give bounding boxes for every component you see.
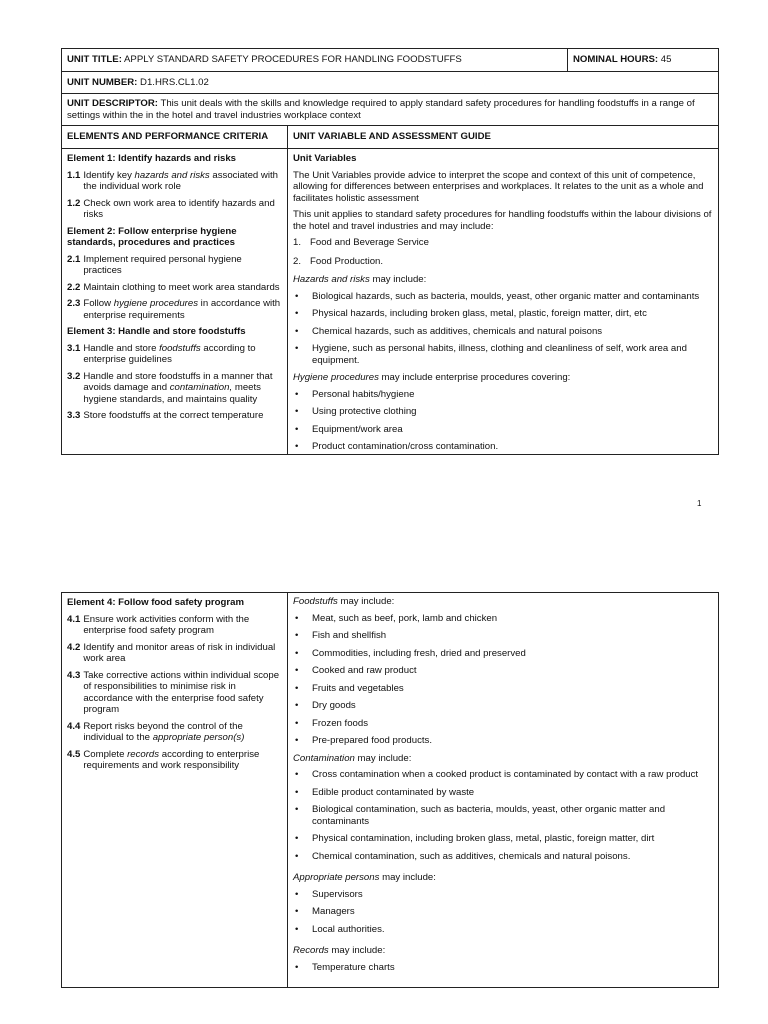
bullet-text: Supervisors bbox=[312, 888, 363, 900]
bullet-item bbox=[293, 804, 713, 827]
criterion-text-post: according to enterprise guidelines bbox=[83, 342, 256, 365]
bullet-icon: • bbox=[295, 423, 299, 435]
bullet-icon: • bbox=[295, 612, 299, 624]
bullet-icon: • bbox=[295, 717, 299, 729]
contamination-heading bbox=[293, 753, 713, 765]
numbered-item bbox=[293, 237, 713, 249]
bullet-item bbox=[293, 851, 713, 863]
bullet-text: Pre-prepared food products. bbox=[312, 735, 432, 746]
bullet-text: Frozen foods bbox=[312, 717, 368, 729]
bullet-item bbox=[293, 962, 713, 974]
criterion-2-2 bbox=[67, 282, 282, 294]
foodstuffs-heading bbox=[293, 596, 713, 608]
criterion-4-4 bbox=[67, 721, 282, 744]
bullet-item bbox=[293, 924, 713, 936]
nominal-hours: 45 bbox=[660, 54, 672, 65]
numbered-item bbox=[293, 256, 713, 268]
page-1-body bbox=[62, 149, 718, 454]
numbered-item-number: 2. bbox=[293, 255, 302, 267]
bullet-icon: • bbox=[295, 441, 299, 452]
unit-descriptor: This unit deals with the skills and knowledge required to apply standard safety procedures for handling foodstuffs in a range of settings within the in the hotel and travel industries workplace context bbox=[67, 98, 695, 121]
persons-list bbox=[293, 889, 713, 936]
criterion-text-pre: Complete bbox=[83, 748, 128, 760]
nominal-hours-cell bbox=[568, 49, 718, 71]
criterion-text-pre: Report risks beyond the control of the individual to the bbox=[83, 720, 243, 743]
bullet-icon: • bbox=[295, 665, 299, 676]
criterion-text-em: contamination, bbox=[169, 382, 233, 393]
criterion-text: Maintain clothing to meet work area standards bbox=[83, 281, 280, 293]
criterion-4-1 bbox=[67, 614, 282, 637]
criterion-text: Take corrective actions within individual scope of responsibilities to minimise risk in accordance with the enterprise food safety program bbox=[83, 669, 280, 715]
records-list bbox=[293, 962, 713, 974]
hazards-heading-rest: may include: bbox=[369, 274, 427, 285]
hygiene-heading bbox=[293, 372, 713, 384]
element-2-heading: Element 2: Follow enterprise hygiene standards, procedures and practices bbox=[67, 225, 237, 248]
bullet-item bbox=[293, 683, 713, 695]
hazards-list bbox=[293, 291, 713, 367]
criterion-3-2 bbox=[67, 371, 282, 406]
criterion-text-post: meets hygiene standards, and maintains quality bbox=[83, 382, 261, 405]
bullet-item bbox=[293, 613, 713, 625]
criterion-text-pre: Follow bbox=[83, 298, 114, 309]
unit-title-label: UNIT TITLE: bbox=[67, 54, 122, 65]
criterion-text-em: appropriate person(s) bbox=[152, 732, 245, 743]
criterion-text bbox=[83, 298, 282, 321]
bullet-text: Temperature charts bbox=[312, 961, 395, 973]
bullet-item bbox=[293, 718, 713, 730]
criterion-number: 3.2 bbox=[67, 370, 81, 382]
unit-descriptor-row bbox=[62, 94, 718, 126]
persons-heading-rest: may include: bbox=[379, 872, 436, 883]
criterion-1-1 bbox=[67, 170, 282, 193]
col-header-variables: UNIT VARIABLE AND ASSESSMENT GUIDE bbox=[293, 131, 491, 142]
bullet-item bbox=[293, 648, 713, 660]
bullet-icon: • bbox=[295, 786, 299, 798]
bullet-text: Physical contamination, including broken glass, metal, plastic, foreign matter, dirt bbox=[312, 833, 655, 844]
criterion-4-3 bbox=[67, 670, 282, 716]
criterion-text-pre: Handle and store bbox=[83, 342, 160, 354]
numbered-item-number: 1. bbox=[293, 237, 302, 248]
bullet-icon: • bbox=[295, 406, 299, 417]
unit-title-row bbox=[62, 49, 718, 72]
bullet-icon: • bbox=[295, 647, 299, 659]
hazards-heading bbox=[293, 274, 713, 286]
criterion-2-1 bbox=[67, 254, 282, 277]
criterion-3-1 bbox=[67, 343, 282, 366]
variables-column bbox=[288, 149, 718, 454]
column-header-row bbox=[62, 126, 718, 149]
bullet-item bbox=[293, 700, 713, 712]
bullet-icon: • bbox=[295, 923, 299, 935]
criterion-text bbox=[83, 721, 282, 744]
criterion-number: 2.1 bbox=[67, 253, 81, 265]
criterion-number: 4.2 bbox=[67, 641, 81, 653]
bullet-icon: • bbox=[295, 325, 299, 337]
bullet-text: Equipment/work area bbox=[312, 423, 403, 435]
bullet-text: Commodities, including fresh, dried and preserved bbox=[312, 647, 526, 659]
criterion-text-em: records bbox=[127, 748, 160, 760]
criterion-text-em: hygiene procedures bbox=[113, 298, 199, 309]
hygiene-heading-em: Hygiene procedures bbox=[293, 372, 379, 383]
criterion-number: 4.5 bbox=[67, 748, 81, 760]
bullet-icon: • bbox=[295, 906, 299, 917]
bullet-item bbox=[293, 787, 713, 799]
bullet-item bbox=[293, 326, 713, 338]
criterion-text-post: according to enterprise requirements and work responsibility bbox=[83, 748, 260, 771]
criterion-number: 1.2 bbox=[67, 197, 81, 209]
page-number: 1 bbox=[697, 499, 702, 508]
nominal-hours-label: NOMINAL HOURS: bbox=[573, 54, 659, 65]
bullet-text: Managers bbox=[312, 906, 355, 917]
unit-descriptor-cell bbox=[62, 94, 718, 125]
hygiene-list bbox=[293, 389, 713, 453]
bullet-icon: • bbox=[295, 290, 299, 302]
bullet-text: Dry goods bbox=[312, 700, 356, 711]
records-heading-rest: may include: bbox=[328, 945, 386, 956]
bullet-text: Fish and shellfish bbox=[312, 630, 387, 641]
criterion-text bbox=[83, 343, 282, 366]
contamination-heading-em: Contamination bbox=[293, 752, 355, 764]
bullet-item bbox=[293, 406, 713, 418]
bullet-item bbox=[293, 441, 713, 453]
criterion-number: 2.3 bbox=[67, 298, 81, 309]
foodstuffs-list bbox=[293, 613, 713, 747]
foodstuffs-heading-rest: may include: bbox=[337, 596, 395, 607]
bullet-text: Physical hazards, including broken glass, metal, plastic, foreign matter, dirt, etc bbox=[312, 308, 647, 319]
page-2-table bbox=[61, 592, 719, 988]
criterion-text: Implement required personal hygiene practices bbox=[83, 253, 242, 276]
criterion-text: Store foodstuffs at the correct temperature bbox=[83, 410, 264, 421]
records-heading-em: Records bbox=[293, 945, 329, 956]
bullet-icon: • bbox=[295, 308, 299, 319]
criterion-4-2 bbox=[67, 642, 282, 665]
bullet-icon: • bbox=[295, 961, 299, 973]
contamination-list bbox=[293, 769, 713, 862]
unit-variables-scope: This unit applies to standard safety procedures for handling foodstuffs within the labour divisions of the hotel and travel industries and may include: bbox=[293, 209, 712, 232]
bullet-item bbox=[293, 906, 713, 918]
bullet-text: Biological hazards, such as bacteria, moulds, yeast, other organic matter and contaminants bbox=[312, 290, 700, 302]
bullet-item bbox=[293, 735, 713, 747]
numbered-item-text: Food and Beverage Service bbox=[310, 237, 429, 248]
criterion-number: 3.3 bbox=[67, 410, 81, 421]
bullet-text: Chemical hazards, such as additives, chemicals and natural poisons bbox=[312, 325, 603, 337]
bullet-text: Local authorities. bbox=[312, 923, 385, 935]
unit-number-row bbox=[62, 72, 718, 94]
criterion-text-pre: Handle and store foodstuffs in a manner that avoids damage and bbox=[83, 370, 273, 393]
bullet-item bbox=[293, 308, 713, 320]
bullet-item bbox=[293, 769, 713, 781]
page-1-table bbox=[61, 48, 719, 455]
numbered-item-text: Food Production. bbox=[310, 255, 384, 267]
criterion-text-em: hazards and risks bbox=[134, 169, 210, 181]
criterion-text-post: in accordance with enterprise requirements bbox=[83, 298, 281, 321]
bullet-item bbox=[293, 424, 713, 436]
bullet-item bbox=[293, 665, 713, 677]
unit-variables-intro: The Unit Variables provide advice to interpret the scope and context of this unit of competence, allowing for differences between enterprises and workplaces. It relates to the unit as a whole and facilitates holistic assessment bbox=[293, 169, 704, 204]
bullet-icon: • bbox=[295, 888, 299, 900]
criterion-4-5 bbox=[67, 749, 282, 772]
persons-heading bbox=[293, 872, 713, 884]
bullet-icon: • bbox=[295, 735, 299, 746]
elements-column bbox=[62, 593, 288, 987]
bullet-icon: • bbox=[295, 343, 299, 354]
bullet-item bbox=[293, 889, 713, 901]
records-heading bbox=[293, 945, 713, 957]
bullet-item bbox=[293, 343, 713, 366]
criterion-2-3 bbox=[67, 298, 282, 321]
unit-number-cell bbox=[62, 72, 214, 93]
unit-number-label: UNIT NUMBER: bbox=[67, 77, 138, 88]
criterion-text-post: associated with the individual work role bbox=[83, 169, 278, 192]
bullet-text: Fruits and vegetables bbox=[312, 682, 404, 694]
bullet-icon: • bbox=[295, 682, 299, 694]
criterion-number: 4.3 bbox=[67, 669, 81, 681]
page-2-body bbox=[62, 593, 718, 987]
bullet-text: Biological contamination, such as bacteria, moulds, yeast, other organic matter and contaminants bbox=[312, 804, 666, 827]
unit-title: APPLY STANDARD SAFETY PROCEDURES FOR HANDLING FOODSTUFFS bbox=[124, 54, 462, 65]
bullet-text: Cooked and raw product bbox=[312, 665, 417, 676]
foodstuffs-heading-em: Foodstuffs bbox=[293, 596, 338, 607]
criterion-text-pre: Identify key bbox=[83, 169, 135, 181]
criterion-text bbox=[83, 371, 282, 406]
bullet-text: Personal habits/hygiene bbox=[312, 388, 415, 400]
element-3-heading: Element 3: Handle and store foodstuffs bbox=[67, 326, 246, 337]
bullet-text: Product contamination/cross contamination. bbox=[312, 441, 499, 452]
col-header-elements: ELEMENTS AND PERFORMANCE CRITERIA bbox=[62, 126, 288, 148]
criterion-text bbox=[83, 170, 282, 193]
criterion-1-2 bbox=[67, 198, 282, 221]
bullet-icon: • bbox=[295, 700, 299, 711]
bullet-icon: • bbox=[295, 388, 299, 400]
criterion-text: Check own work area to identify hazards and risks bbox=[83, 197, 275, 220]
unit-descriptor-label: UNIT DESCRIPTOR: bbox=[67, 98, 158, 109]
bullet-text: Edible product contaminated by waste bbox=[312, 786, 475, 798]
criterion-text-em: foodstuffs bbox=[159, 342, 201, 354]
element-1-heading: Element 1: Identify hazards and risks bbox=[67, 153, 237, 164]
bullet-text: Cross contamination when a cooked product is contaminated by contact with a raw product bbox=[312, 769, 699, 780]
element-4-heading: Element 4: Follow food safety program bbox=[67, 597, 244, 608]
bullet-item bbox=[293, 389, 713, 401]
unit-number: D1.HRS.CL1.02 bbox=[140, 77, 209, 88]
bullet-text: Meat, such as beef, pork, lamb and chicken bbox=[312, 612, 498, 624]
bullet-item bbox=[293, 833, 713, 845]
elements-column bbox=[62, 149, 288, 454]
persons-heading-em: Appropriate persons bbox=[293, 872, 380, 883]
criterion-number: 3.1 bbox=[67, 342, 81, 354]
criterion-number: 2.2 bbox=[67, 281, 81, 293]
bullet-text: Chemical contamination, such as additives, chemicals and natural poisons. bbox=[312, 850, 631, 862]
bullet-icon: • bbox=[295, 804, 299, 815]
unit-title-cell bbox=[62, 49, 568, 71]
bullet-icon: • bbox=[295, 769, 299, 780]
hygiene-heading-rest: may include enterprise procedures covering: bbox=[378, 372, 571, 383]
criterion-3-3 bbox=[67, 410, 282, 422]
bullet-icon: • bbox=[295, 850, 299, 862]
bullet-item bbox=[293, 630, 713, 642]
criterion-number: 1.1 bbox=[67, 169, 81, 181]
variables-column bbox=[288, 593, 718, 987]
bullet-icon: • bbox=[295, 630, 299, 641]
criterion-number: 4.4 bbox=[67, 720, 81, 732]
criterion-number: 4.1 bbox=[67, 613, 81, 625]
bullet-text: Hygiene, such as personal habits, illness, clothing and cleanliness of self, work area and equipment. bbox=[312, 343, 687, 366]
hazards-heading-em: Hazards and risks bbox=[293, 274, 370, 285]
bullet-icon: • bbox=[295, 833, 299, 844]
criterion-text: Identify and monitor areas of risk in individual work area bbox=[83, 641, 276, 664]
criterion-text: Ensure work activities conform with the enterprise food safety program bbox=[83, 613, 250, 636]
contamination-heading-rest: may include: bbox=[354, 752, 412, 764]
unit-variables-heading: Unit Variables bbox=[293, 153, 357, 164]
criterion-text bbox=[83, 749, 282, 772]
bullet-text: Using protective clothing bbox=[312, 406, 417, 417]
bullet-item bbox=[293, 291, 713, 303]
